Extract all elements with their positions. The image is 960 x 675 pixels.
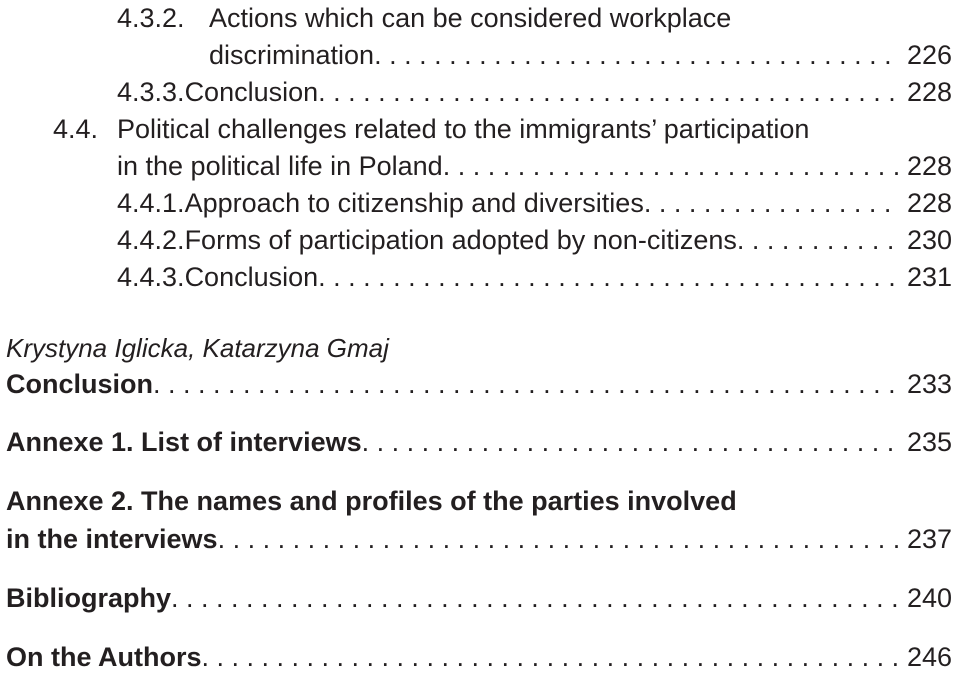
entry-title: Approach to citizenship and diversities: [184, 188, 644, 218]
entry-number: 4.4.: [53, 114, 99, 144]
page-number: 230: [906, 225, 952, 255]
entry-number: 4.3.3.: [117, 77, 185, 107]
entry-title: Conclusion: [6, 369, 153, 399]
dot-leader: [318, 74, 899, 110]
dot-leader: [218, 521, 899, 557]
toc-entry-bibliography: [6, 580, 952, 616]
entry-title-cont: discrimination: [209, 40, 375, 70]
dot-leader: [644, 185, 899, 221]
dot-leader: [153, 366, 899, 402]
entry-number: 4.4.2.: [117, 225, 185, 255]
toc-entry-4-3-2-line2: [209, 37, 952, 73]
entry-title: Actions which can be considered workplace: [209, 3, 732, 33]
toc-entry-on-the-authors: [6, 639, 952, 675]
chapter-authors: Krystyna Iglicka, Katarzyna Gmaj: [6, 333, 389, 363]
toc-entry-4-4-line2: [117, 148, 952, 184]
toc-entry-4-4-line1: [53, 111, 809, 147]
page-number: 237: [906, 524, 952, 554]
page-number: 240: [906, 583, 952, 613]
entry-title-cont: in the interviews: [6, 524, 218, 554]
dot-leader: [374, 37, 899, 73]
toc-entry-4-4-1: [117, 185, 952, 221]
page-number: 226: [906, 40, 952, 70]
page-number: 233: [906, 369, 952, 399]
page-number: 231: [906, 262, 952, 292]
entry-title: Conclusion: [184, 262, 319, 292]
page-number: 235: [906, 427, 952, 457]
page-number: 228: [906, 77, 952, 107]
entry-title: Political challenges related to the immigrants’ participation: [117, 114, 810, 144]
page-number: 246: [906, 642, 952, 672]
dot-leader: [443, 148, 899, 184]
toc-entry-4-3-2-line1: [117, 0, 731, 36]
entry-number: 4.3.2.: [117, 3, 185, 33]
entry-title: Bibliography: [6, 583, 172, 613]
entry-title: Forms of participation adopted by non-citizens: [184, 225, 737, 255]
dot-leader: [171, 580, 899, 616]
entry-title-cont: in the political life in Poland: [117, 151, 443, 181]
dot-leader: [202, 639, 899, 675]
dot-leader: [318, 259, 899, 295]
toc-entry-annexe-2-line1: Annexe 2. The names and profiles of the parties involved: [6, 486, 737, 516]
page-number: 228: [906, 151, 952, 181]
toc-entry-annexe-2-line2: [6, 521, 952, 557]
entry-title: Annexe 1. List of interviews: [6, 427, 362, 457]
entry-title: On the Authors: [6, 642, 202, 672]
entry-number: 4.4.1.: [117, 188, 185, 218]
dot-leader: [362, 424, 899, 460]
entry-number: 4.4.3.: [117, 262, 185, 292]
dot-leader: [737, 222, 899, 258]
toc-entry-4-3-3: [117, 74, 952, 110]
page-number: 228: [906, 188, 952, 218]
toc-entry-4-4-3: [117, 259, 952, 295]
toc-entry-conclusion: [6, 366, 952, 402]
entry-title: Conclusion: [184, 77, 319, 107]
toc-entry-annexe-1: [6, 424, 952, 460]
toc-entry-4-4-2: [117, 222, 952, 258]
